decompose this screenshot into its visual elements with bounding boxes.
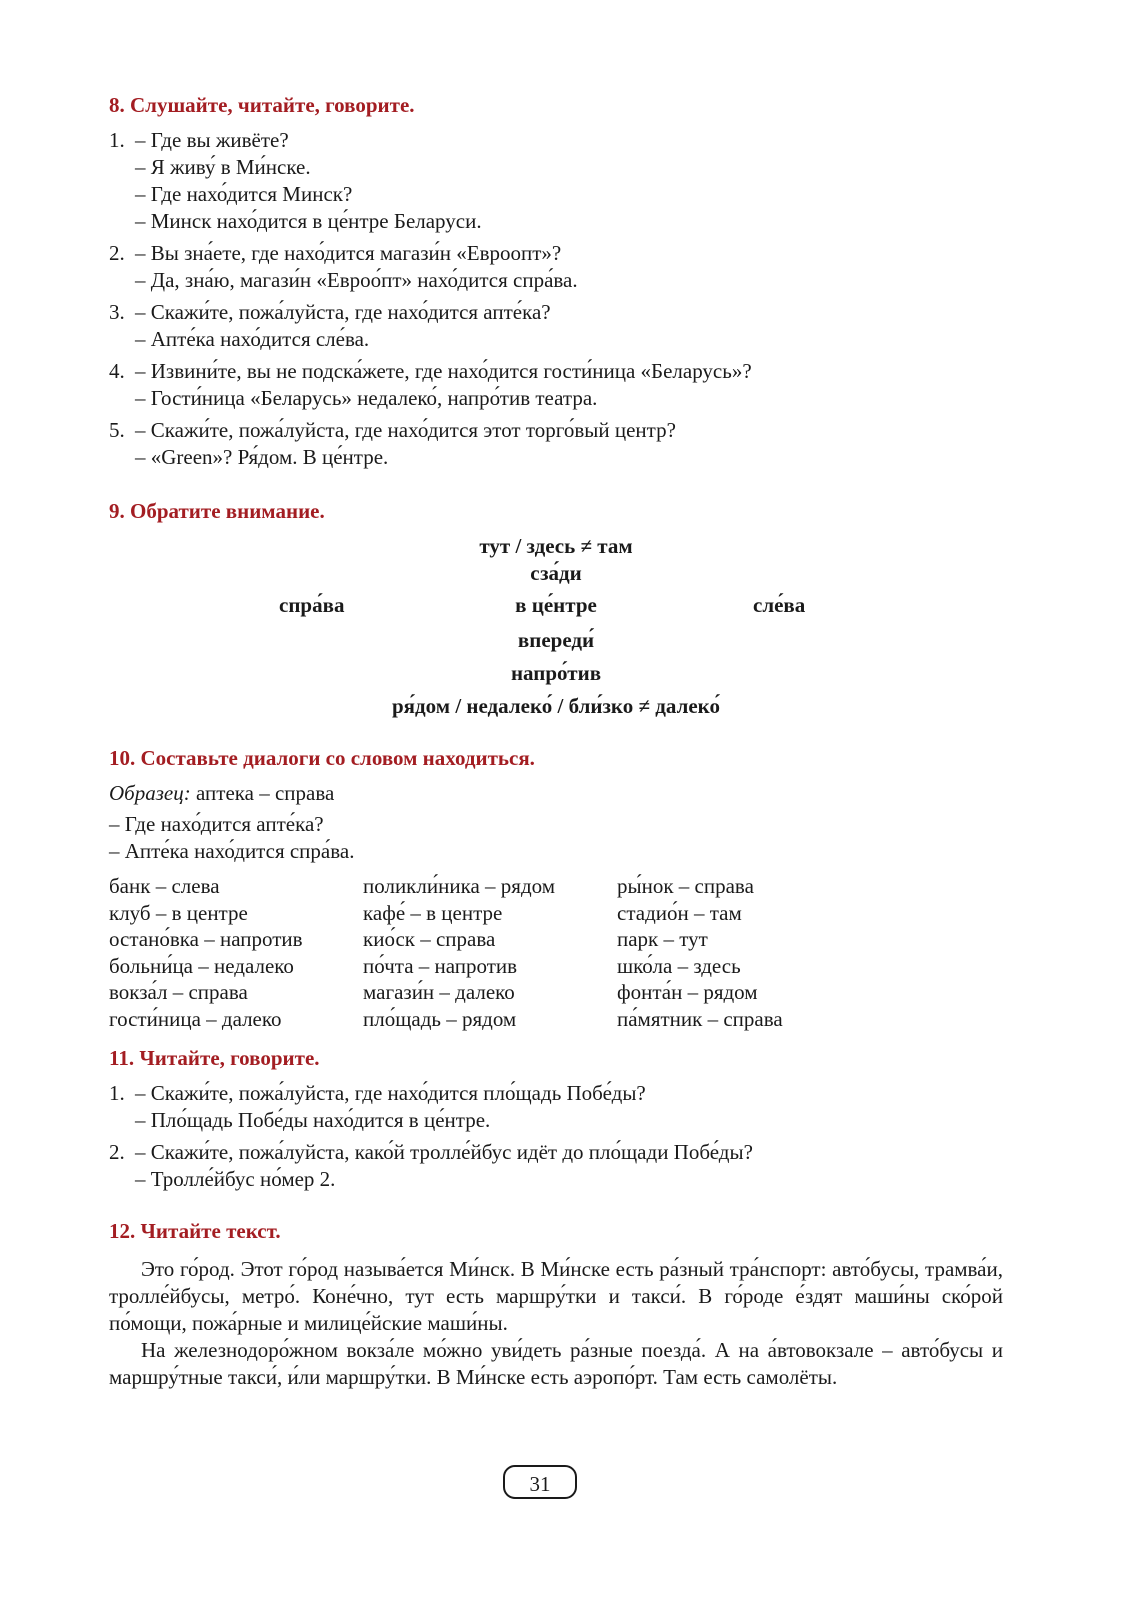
exercise-8	[109, 92, 1003, 476]
dialog-item	[109, 417, 1003, 471]
word-pair: остано́вка – напротив	[109, 927, 303, 951]
exercise-12	[109, 1218, 1003, 1391]
dialog-line: – Где нахо́дится Минск?	[135, 182, 353, 206]
dialog-line: – Скажи́те, пожа́луйста, како́й тролле́йбус идёт до пло́щади Побе́ды?	[135, 1140, 753, 1164]
word-pair: ры́нок – справа	[617, 874, 754, 898]
dialog-line: – «Green»? Ря́дом. В це́нтре.	[135, 445, 389, 469]
dialog-line: – Извини́те, вы не подска́жете, где нахо́дится гости́ница «Беларусь»?	[135, 359, 752, 383]
word-pair: стадио́н – там	[617, 900, 742, 925]
center-word: в це́нтре	[515, 593, 597, 617]
dialog-number: 2.	[109, 1140, 125, 1164]
dialog-lines	[135, 299, 1003, 353]
dialog-line: – Где вы живёте?	[135, 128, 289, 152]
dialog-number: 3.	[109, 300, 125, 324]
dialog-item	[109, 1080, 1003, 1134]
exercise-10-heading: 10. Составьте диалоги со словом находиться.	[109, 746, 535, 770]
dialog-line: – Да, зна́ю, магази́н «Евроо́пт» нахо́дится спра́ва.	[135, 268, 578, 292]
dialog-line: – Я живу́ в Ми́нске.	[135, 155, 311, 179]
word-pair: клуб – в центре	[109, 900, 248, 925]
sample-label: Образец:	[109, 781, 191, 805]
dialog-line: – Апте́ка нахо́дится сле́ва.	[135, 327, 370, 351]
word-pair: фонта́н – рядом	[617, 980, 758, 1004]
dialog-line: – Скажи́те, пожа́луйста, где нахо́дится этот торго́вый центр?	[135, 418, 676, 442]
word-pair: кио́ск – справа	[363, 927, 496, 951]
page-number: 31	[503, 1465, 577, 1499]
exercise-11-heading: 11. Читайте, говорите.	[109, 1046, 320, 1070]
dialog-line: – Вы зна́ете, где нахо́дится магази́н «Евроопт»?	[135, 241, 562, 265]
sample-line	[109, 780, 1003, 807]
exercise-11	[109, 1045, 1003, 1198]
dialog-line: – Пло́щадь Побе́ды нахо́дится в це́нтре.	[135, 1108, 491, 1132]
dialog-item	[109, 240, 1003, 294]
word-pair: пло́щадь – рядом	[363, 1006, 517, 1031]
dialog-number: 5.	[109, 418, 125, 442]
word-pair: вокза́л – справа	[109, 980, 248, 1004]
word-pair: по́чта – напротив	[363, 953, 518, 978]
near-far-line: ря́дом / недалеко́ / бли́зко ≠ далеко́	[392, 694, 720, 718]
dialog-number: 2.	[109, 241, 125, 265]
here-there: тут / здесь ≠ там	[479, 534, 633, 558]
dialog-line: – Тролле́йбус но́мер 2.	[135, 1167, 336, 1191]
word-pair: шко́ла – здесь	[617, 953, 741, 978]
word-pair: кафе́ – в центре	[363, 900, 503, 925]
dialog-lines	[135, 417, 1003, 471]
word-pair: больни́ца – недалеко	[109, 953, 294, 978]
exercise-11-dialogs	[109, 1080, 1003, 1193]
dialog-line: – Гости́ница «Беларусь» недалеко́, напро́тив театра.	[135, 386, 598, 410]
dialog-item	[109, 299, 1003, 353]
dialog-lines	[135, 127, 1003, 235]
word-pair: банк – слева	[109, 874, 220, 898]
dialog-lines	[135, 240, 1003, 294]
left-word: сле́ва	[753, 593, 806, 617]
text-paragraph-1: Это го́род. Этот го́род называ́ется Ми́нск. В Ми́нске есть ра́зный тра́нспорт: авто́бусы, трамва́и, тролле́йбусы, метро́. Коне́чно, тут есть маршру́тки и такси́. В го́роде е́здят маши́ны ско́рой по́мощи, пожа́рные и милице́йские маши́ны.	[109, 1257, 1003, 1335]
dialog-number: 4.	[109, 359, 125, 383]
direction-scheme	[109, 533, 1003, 723]
dialog-item	[109, 127, 1003, 235]
dialog-line: – Минск нахо́дится в це́нтре Беларуси.	[135, 209, 482, 233]
opposite-word: напро́тив	[510, 661, 602, 685]
dialog-lines	[135, 1139, 1003, 1193]
word-pair: гости́ница – далеко	[109, 1006, 282, 1031]
word-pair: магази́н – далеко	[363, 980, 515, 1004]
dialog-lines	[135, 358, 1003, 412]
exercise-9-heading: 9. Обратите внимание.	[109, 499, 325, 523]
dialog-number: 1.	[109, 128, 125, 152]
word-pair: поликли́ника – рядом	[363, 874, 556, 898]
exercise-9	[109, 498, 1003, 723]
dialog-line: – Скажи́те, пожа́луйста, где нахо́дится пло́щадь Побе́ды?	[135, 1081, 646, 1105]
exercise-8-dialogs	[109, 127, 1003, 471]
text-paragraph-2: На железнодоро́жном вокза́ле мо́жно уви́деть ра́зные поезда́. А на а́втовокзале – авто́бусы и маршру́тные такси́, и́ли маршру́тки. В Ми́нске есть аэропо́рт. Там есть самолёты.	[109, 1338, 1003, 1389]
word-pair: парк – тут	[617, 927, 708, 951]
dialog-lines	[135, 1080, 1003, 1134]
exercise-8-heading: 8. Слушайте, читайте, говорите.	[109, 93, 415, 117]
sample-text: аптека – справа	[190, 781, 335, 805]
exercise-10	[109, 745, 1003, 1032]
word-pair: па́мятник – справа	[617, 1006, 783, 1031]
front-word: впереди́	[517, 628, 595, 652]
dialog-line: – Скажи́те, пожа́луйста, где нахо́дится апте́ка?	[135, 300, 551, 324]
word-pairs-grid	[109, 873, 1003, 1032]
dialog-item	[109, 1139, 1003, 1193]
sample-answer: – Апте́ка нахо́дится спра́ва.	[109, 839, 355, 863]
dialog-number: 1.	[109, 1081, 125, 1105]
behind-word: сза́ди	[530, 561, 582, 585]
right-word: спра́ва	[279, 593, 345, 617]
exercise-12-heading: 12. Читайте текст.	[109, 1219, 281, 1243]
sample-question: – Где нахо́дится апте́ка?	[109, 812, 324, 836]
dialog-item	[109, 358, 1003, 412]
